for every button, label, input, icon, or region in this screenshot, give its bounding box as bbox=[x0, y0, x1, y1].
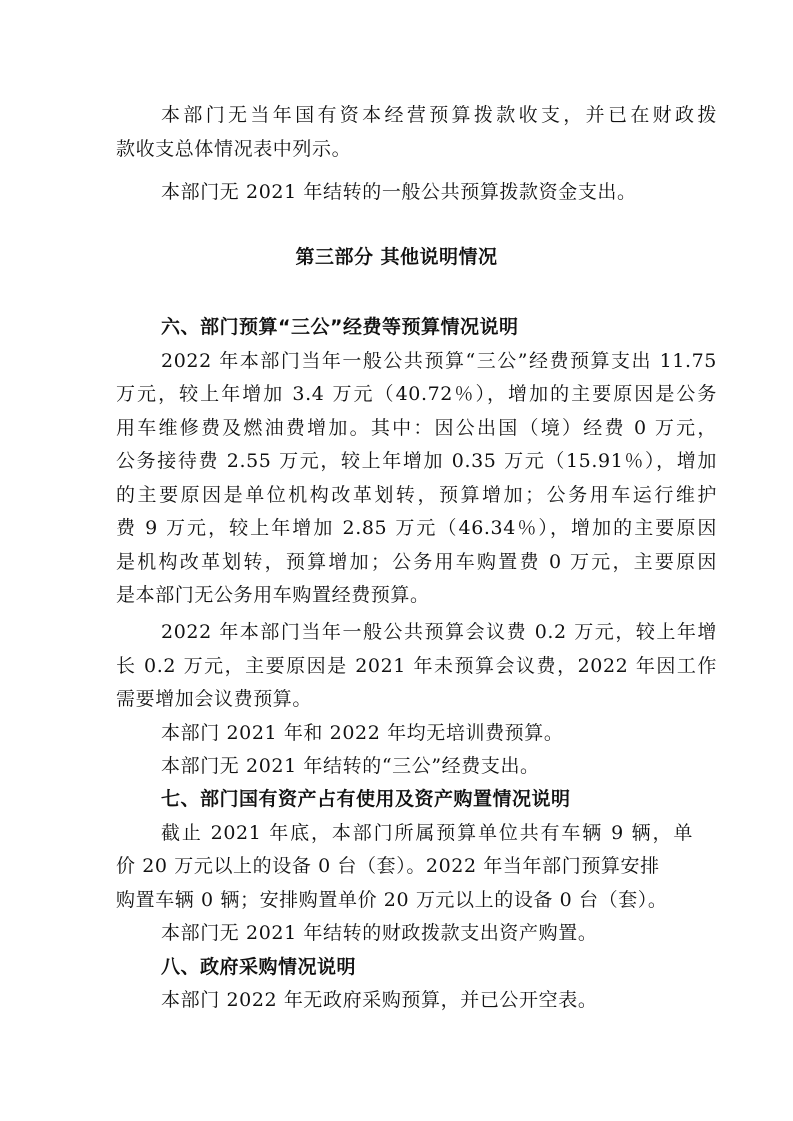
paragraph-line: 本部门无 2021 年结转的一般公共预算拨款资金支出。 bbox=[161, 181, 637, 203]
section-heading: 七、部门国有资产占有使用及资产购置情况说明 bbox=[161, 788, 571, 810]
paragraph-line: 公务接待费 2.55 万元，较上年增加 0.35 万元（15.91％），增加 bbox=[116, 450, 717, 472]
section-heading: 六、部门预算“三公”经费等预算情况说明 bbox=[161, 316, 519, 338]
paragraph-line: 2022 年本部门当年一般公共预算“三公”经费预算支出 11.75 bbox=[161, 350, 717, 372]
paragraph-line: 的主要原因是单位机构改革划转，预算增加；公务用车运行维护 bbox=[116, 484, 717, 506]
paragraph-line: 长 0.2 万元，主要原因是 2021 年未预算会议费，2022 年因工作 bbox=[116, 655, 717, 677]
paragraph-line: 款收支总体情况表中列示。 bbox=[116, 138, 352, 160]
paragraph-line: 用车维修费及燃油费增加。其中：因公出国（境）经费 0 万元， bbox=[116, 417, 717, 439]
paragraph-line: 是本部门无公务用车购置经费预算。 bbox=[116, 584, 430, 606]
paragraph-line: 本部门 2022 年无政府采购预算，并已公开空表。 bbox=[161, 989, 598, 1011]
paragraph-line: 价 20 万元以上的设备 0 台（套）。2022 年当年部门预算安排 bbox=[116, 855, 660, 877]
paragraph-line: 购置车辆 0 辆；安排购置单价 20 万元以上的设备 0 台（套）。 bbox=[116, 889, 668, 911]
section-title: 第三部分 其他说明情况 bbox=[295, 246, 498, 268]
paragraph-line: 本部门 2021 年和 2022 年均无培训费预算。 bbox=[161, 722, 564, 744]
paragraph-line: 费 9 万元，较上年增加 2.85 万元（46.34％），增加的主要原因 bbox=[116, 517, 717, 539]
paragraph-line: 需要增加会议费预算。 bbox=[116, 688, 313, 710]
paragraph-line: 本部门无当年国有资本经营预算拨款收支，并已在财政拨 bbox=[161, 104, 717, 126]
paragraph-line: 本部门无 2021 年结转的“三公”经费支出。 bbox=[161, 755, 540, 777]
section-heading: 八、政府采购情况说明 bbox=[161, 956, 357, 978]
paragraph-line: 本部门无 2021 年结转的财政拨款支出资产购置。 bbox=[161, 922, 598, 944]
paragraph-line: 万元，较上年增加 3.4 万元（40.72％），增加的主要原因是公务 bbox=[116, 383, 717, 405]
paragraph-line: 截止 2021 年底，本部门所属预算单位共有车辆 9 辆，单 bbox=[161, 822, 693, 844]
paragraph-line: 是机构改革划转，预算增加；公务用车购置费 0 万元，主要原因 bbox=[116, 551, 717, 573]
paragraph-line: 2022 年本部门当年一般公共预算会议费 0.2 万元，较上年增 bbox=[161, 621, 717, 643]
